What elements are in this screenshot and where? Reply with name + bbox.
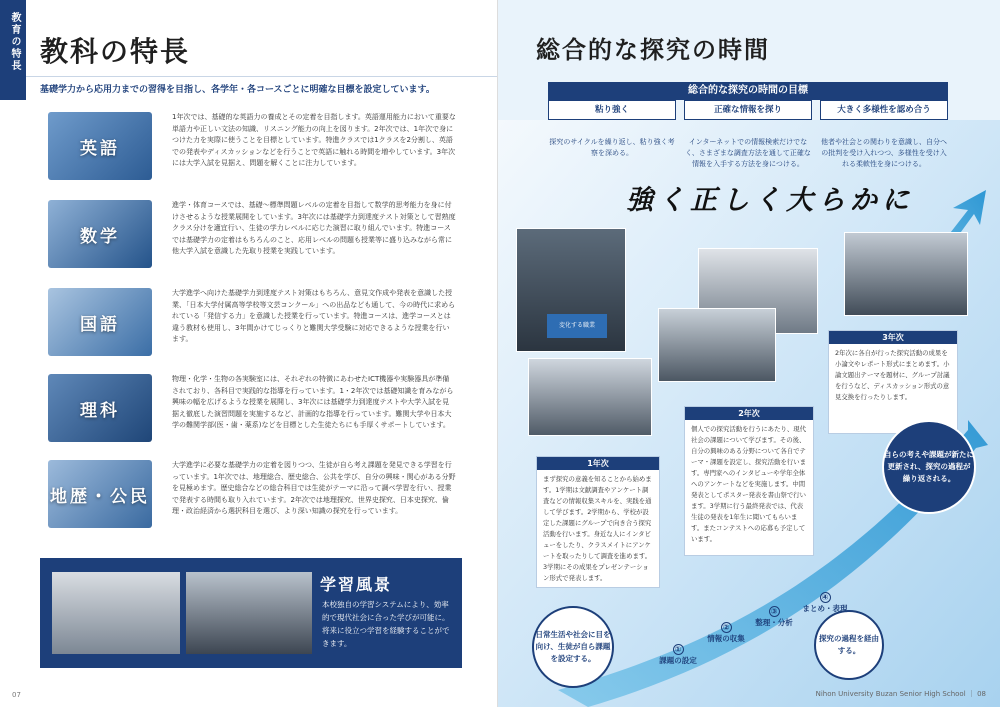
circle-cycle: 自らの考えや課題が新たに更新され、探究の過程が繰り返される。 xyxy=(882,420,976,514)
subject-social xyxy=(48,460,456,532)
science-thumbnail: 理科 xyxy=(48,374,152,442)
study-desc: 本校独自の学習システムにより、効率的で現代社会に合った学びが可能に。将来に役立つ学習を経験することができます。 xyxy=(322,600,450,648)
slogan: 強く正しく大らかに xyxy=(626,185,914,216)
section-tab: 教育の特長 xyxy=(0,0,26,100)
english-thumbnail: 英語 xyxy=(48,112,152,180)
page-number: 07 xyxy=(12,691,21,699)
students-desks-photo xyxy=(844,232,968,316)
math-thumbnail: 数学 xyxy=(48,200,152,268)
math-text: 進学・体育コースでは、基礎～標準問題レベルの定着を目指して数学的思考能力を身に付けさせるような授業展開をしています。3年次には基礎学力到達度テスト対策として習熟度クラス分けを適宜行い、生徒の学力レベルに応じた演習に取り組んでいます。特進コースでは基礎学力の定着はもちろんのこと、応用レベルの問題も授業等に盛り込みながら常に他大学入試を意識した先取り授業を実践しています。 xyxy=(172,201,456,255)
title-rule xyxy=(26,76,498,77)
japanese-text: 大学進学へ向けた基礎学力到達度テスト対策はもちろん、意見文作成や発表を意識した授業、「日本大学付属高等学校等文芸コンクール」への出品なども通して、今の時代に求められている「発信する力」を意識した授業を行っています。特進コースは、進学コースとは違う教材も使用し、3年間かけてじっくりと難関大学受験に対応できるような授業を行います。 xyxy=(172,289,456,343)
goal-3: 大きく多様性を認め合う xyxy=(820,100,948,120)
classroom-photo xyxy=(52,572,180,654)
science-text: 物理・化学・生物の各実験室には、それぞれの特徴にあわせたICT機器や実験器具が準備されており、各科目で実践的な指導を行っています。1・2年次では基礎知識を育みながら興味の幅を広げるような授業を展開し、3年次には基礎学力到達度テストや大学入試を見据え徹底した演習問題を実施するなど、計画的な指導を行っています。難関大学や日本大学の難関学部(医・歯・薬系)などを目標とした生徒たちにも手厚くサポートしています。 xyxy=(172,375,454,429)
subject-japanese xyxy=(48,288,456,360)
group-work-photo xyxy=(528,358,652,436)
social-text: 大学進学に必要な基礎学力の定着を図りつつ、生徒が自ら考え課題を発見できる学習を行っています。1年次では、地理総合、歴史総合、公共を学び、自分の興味・関心がある分野を見極めます。歴史総合などの総合科目では生徒がテーマに沿って調べ学習を行い、授業で発表する時間も取り入れています。2年次では地理探究、世界史探究、日本史探究、倫理・政治経済から選択科目を選び、より深い知識の探究を行っています。 xyxy=(172,461,456,515)
subject-math xyxy=(48,200,456,272)
page-footer: Nihon University Buzan Senior High School ｜ 08 xyxy=(815,690,986,698)
circle-process: 探究の過程を経由する。 xyxy=(814,610,884,680)
goal-2: 正確な情報を探り xyxy=(684,100,812,120)
students-photo xyxy=(186,572,312,654)
year-2-box: 2年次 個人での探究活動を行うにあたり、現代社会の課題について学びます。その後、自分の興味のある分野について各自でテーマ・課題を設定し、探究活動を行います。専門家へのインタビューや学年全体へのアンケートなどを実施します。中間発表としてポスター発表を書山祭で行います。3学期に行う最終発表では、代表生徒の発表を1年生に聞いてもらいます。またコンテストへの応募も予定しています。 xyxy=(684,406,814,556)
page-title: 教科の特長 xyxy=(40,35,191,68)
goal-1: 粘り強く xyxy=(548,100,676,120)
goal-desc-3: 他者や社会との関わりを意識し、自分への批判を受け入れつつ、多様性を受け入れる柔軟性を身につける。 xyxy=(821,138,947,168)
study-scene-panel xyxy=(40,558,462,668)
study-title: 学習風景 xyxy=(320,575,393,594)
japanese-thumbnail: 国語 xyxy=(48,288,152,356)
goal-desc-1: 探究のサイクルを繰り返し、粘り強く考察を深める。 xyxy=(549,138,675,157)
year-3-box: 3年次 2年次に各自が行った探究活動の成果を小論文やレポート形式にまとめます。小論文題出テーマを題材に、グループ討議を行うなど、ディスカッション形式の意見交換を行ったりします。 xyxy=(828,330,958,434)
year-1-box: 1年次 まず探究の意義を知ることから始めます。1学期は文献調査やアンケート調査などの情報収集スキルを、実践を通して学びます。2学期から、学校が設定した課題にグループで向き合う探究活動を行います。身近な人にインタビューをしたり、クラスメイトにアンケートを取ったりして調査を進めます。3学期にその成果をプレゼンテーション形式で発表します。 xyxy=(536,456,660,588)
page-subtitle: 基礎学力から応用力までの習得を目指し、各学年・各コースごとに明確な目標を設定しています。 xyxy=(40,85,435,95)
step-2: ② 情報の収集 xyxy=(707,623,745,643)
goal-header: 総合的な探究の時間の目標 xyxy=(548,82,948,100)
goal-desc-2: インターネットでの情報検索だけでなく、さまざまな調査方法を通して正確な情報を入手する方法を身につける。 xyxy=(685,138,811,168)
step-1: ① 課題の設定 xyxy=(659,645,697,665)
presentation-photo xyxy=(658,308,776,382)
english-text: 1年次では、基礎的な英語力の養成とその定着を目指します。英語運用能力において重要な単語力や正しい文法の知識、リスニング能力の向上を図ります。2年次では、1年次で身につけた力を実際に使うことを目標としています。特進クラスでは1クラスを2分割し、英語での発表やディスカッションなどを行うことで英語に触れる時間を増やしています。3年次には大学入試を見据え、問題を解くことに注力しています。 xyxy=(172,113,456,167)
screen-photo: 変化する職業 xyxy=(516,228,626,352)
right-page xyxy=(498,0,1000,707)
circle-start: 日常生活や社会に目を向け、生徒が自ら課題を設定する。 xyxy=(532,606,614,688)
step-3: ③ 整理・分析 xyxy=(755,607,793,627)
subject-english xyxy=(48,112,456,184)
left-page xyxy=(0,0,498,707)
page-title: 総合的な探究の時間 xyxy=(536,36,770,64)
step-4: ④ まとめ・表現 xyxy=(802,593,848,613)
social-thumbnail: 地歴・公民 xyxy=(48,460,152,528)
subject-science xyxy=(48,374,456,446)
